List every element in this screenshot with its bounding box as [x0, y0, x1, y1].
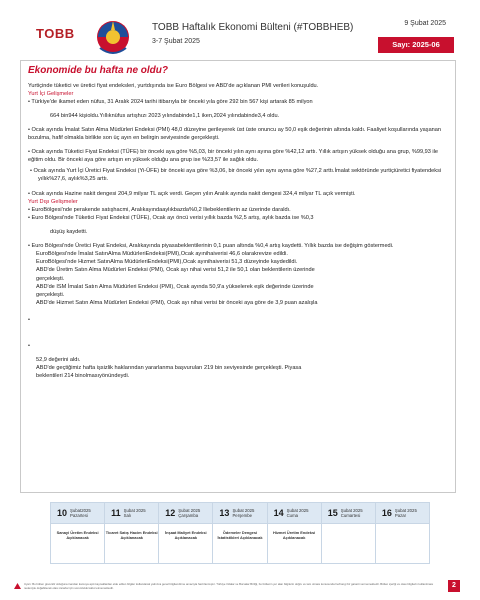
- calendar-day-date: Şubat2025: [70, 507, 91, 513]
- tobb-logo: TOBB: [36, 26, 75, 41]
- calendar-day-number: 10: [57, 508, 68, 518]
- calendar-event: [376, 524, 429, 563]
- domestic-item-treasury: • Ocak ayında Hazine nakit dengesi 204,9 milyar TL açık verdi. Geçen yılın Aralık ayında nakit dengesi 324,4 milyar TL açık vermişti.: [28, 190, 356, 197]
- domestic-item-population: • Türkiye'de ikamet eden nüfus, 31 Aralık 2024 tarihi itibarıyla bir önceki yıla göre 292 bin 567 kişi artarak 85 milyon: [28, 98, 313, 105]
- calendar-event: Hizmet Üretim Endeksi Açıklanacak: [268, 524, 322, 563]
- domestic-heading: Yurt İçi Gelişmeler: [28, 90, 74, 97]
- weekly-calendar: [50, 502, 430, 564]
- foreign-item-cpi: • Euro Bölgesi'nde Tüketici Fiyat Endeksi (TÜFE), Ocak ayı öncü verisi yıllık bazda %2,5 artış, aylık bazda ise %0,3: [28, 214, 314, 221]
- calendar-events: [50, 524, 430, 564]
- foreign-item-jobless: ABD'de geçtiğimiz hafta işsizlik haklarından yararlanma başvuruları 219 bin seviyesinde gerçekleşti. Piyasa: [36, 365, 302, 372]
- calendar-day-date: Şubat 2025: [394, 507, 417, 513]
- warning-icon: [14, 583, 21, 589]
- domestic-item-population-cont: 664 bin944 kişioldu.Yıllıknüfus artışhızı 2023 yılındabinde1,1 iken,2024 yılındabinde3,4 oldu.: [50, 112, 280, 119]
- calendar-day-number: 16: [381, 508, 392, 518]
- tobb-emblem-icon: [90, 18, 136, 56]
- calendar-day-10: [51, 503, 105, 523]
- calendar-day-weekday: Pazartesi: [70, 513, 88, 518]
- calendar-day-16: [376, 503, 429, 523]
- calendar-day-15: [322, 503, 376, 523]
- calendar-day-date: Şubat 2025: [340, 507, 363, 513]
- calendar-day-number: 12: [165, 508, 176, 518]
- bullet-mark: •: [30, 168, 32, 175]
- calendar-day-date: Şubat 2025: [286, 507, 309, 513]
- calendar-day-date: Şubat 2025: [178, 507, 201, 513]
- calendar-day-weekday: Çarşamba: [178, 513, 199, 518]
- issue-badge: Sayı: 2025-06: [378, 37, 454, 53]
- bulletin-date: 9 Şubat 2025: [404, 20, 446, 27]
- calendar-day-weekday: Pazar: [394, 513, 407, 518]
- domestic-item-ppi-text: Ocak ayında Yurt İçi Üretici Fiyat Endeksi (Yi-ÜFE) bir önceki aya göre %3,06, bir önceki yılın aynı ayına göre %27,2 arttı.İmalat sektöründe yurtiçiüretici fiyatendeksi yıllık%27,6, aylık%3,25 arttı.: [33, 168, 442, 183]
- empty-bullet: •: [28, 343, 30, 350]
- page-number: 2: [448, 580, 460, 592]
- calendar-day-12: [159, 503, 213, 523]
- calendar-event: Ödemeler Dengesi İstatistikleri Açıklanacak: [213, 524, 267, 563]
- calendar-event: Ticaret Satış Hacim Endeksi Açıklanacak: [105, 524, 159, 563]
- calendar-day-14: [268, 503, 322, 523]
- foreign-item-us-pmi-cont: gerçekleşti.: [36, 275, 65, 282]
- foreign-item-cpi-cont: düşüş kaydetti.: [50, 229, 88, 236]
- calendar-day-number: 15: [327, 508, 338, 518]
- calendar-day-date: Şubat 2025: [232, 507, 255, 513]
- foreign-heading: Yurt Dışı Gelişmeler: [28, 198, 78, 205]
- foreign-item-mfg-pmi: EuroBölgesi'nde İmalat SatınAlma MüdürleriEndeksi(PMI),Ocak ayınihaiverisi 46,6 olarakrevize edildi.: [36, 251, 288, 258]
- foreign-item-us-svc-cont: 52,9 değerini aldı.: [36, 357, 81, 364]
- calendar-event: Sanayi Üretim Endeksi Açıklanacak: [51, 524, 105, 563]
- bulletin-title: TOBB Haftalık Ekonomi Bülteni (#TOBBHEB): [152, 22, 354, 33]
- foreign-item-ppi: • Euro Bölgesi'nde Üretici Fiyat Endeksi, Aralıkayında piyasabeklentilerinin 0,1 puan altında %0,4 artış kaydetti. Yıllık bazda ise değişim göstermedi.: [28, 243, 394, 250]
- main-content: [28, 64, 448, 380]
- foreign-item-us-pmi: ABD'de Üretim Satın Alma Müdürleri Endeksi (PMI), Ocak ayı nihai verisi 51,2 ile 50,1 olan beklentilerin üzerinde: [36, 267, 315, 274]
- intro-text: Yurtiçinde tüketici ve üretici fiyat endeksleri, yurtdışında ise Euro Bölgesi ve ABD'de açıklanan PMI verileri konuşuldu.: [28, 82, 319, 89]
- foreign-item-ism-cont: gerçekleşti.: [36, 291, 65, 298]
- calendar-day-number: 14: [273, 508, 284, 518]
- foreign-item-svc-pmi: EuroBölgesi'nde Hizmet SatınAlma MüdürleriEndeksi(PMI),Ocak ayınihaiverisi 51,3 düzeyinde kaydedildi.: [36, 259, 298, 266]
- domestic-item-pmi: • Ocak ayında İmalat Satın Alma Müdürleri Endeksi (PMI) 48,0 düzeyine gerileyerek üst üste onuncu ay 50,0 eşik değerinin altında kaldı. Faaliyet koşullarında yaşanan bozulma, hafif olmakla birlikte son üç ayın en belirgin seviyesinde gerçekleşti.: [28, 126, 442, 142]
- foreign-item-us-svc: ABD'de Hizmet Satın Alma Müdürleri Endeksi (PMI), Ocak ayı nihai verisi bir önceki aya göre de 3,9 puan azalışla: [36, 299, 318, 306]
- calendar-day-number: 11: [111, 508, 121, 518]
- section-title: Ekonomide bu hafta ne oldu?: [28, 65, 168, 76]
- calendar-day-weekday: Salı: [123, 513, 132, 518]
- foreign-item-jobless-cont: beklentileri 214 binolmasıyönündeydi.: [36, 373, 130, 380]
- calendar-event: İnşaat Maliyet Endeksi Açıklanacak: [159, 524, 213, 563]
- foreign-item-retail: • EuroBölgesi'nde perakende satışhacmi, Aralıkayındaaylıkbazda%0,2 lliebeklentilerin az üzerinde daraldı.: [28, 206, 291, 213]
- calendar-day-weekday: Perşembe: [232, 513, 253, 518]
- bulletin-week: 3-7 Şubat 2025: [152, 38, 200, 45]
- calendar-day-date: Şubat 2025: [123, 507, 146, 513]
- empty-bullet: •: [28, 317, 30, 324]
- calendar-event: [322, 524, 376, 563]
- domestic-item-ppi: [28, 167, 448, 183]
- domestic-item-cpi: • Ocak ayında Tüketici Fiyat Endeksi (TÜFE) bir önceki aya göre %5,03, bir önceki yılın aynı ayına göre %42,12 arttı. Yıllık artışın yüksek olduğu ana grup, %99,93 ile eğitim oldu. Bir önceki aya göre artışın en yüksek olduğu ana grup ise %23,57 ile sağlık oldu.: [28, 149, 438, 164]
- calendar-day-11: [105, 503, 159, 523]
- bulletin-header: [0, 0, 480, 58]
- calendar-day-weekday: Cuma: [286, 513, 299, 518]
- foreign-item-ism: ABD'de ISM İmalat Satın Alma Müdürleri Endeksi (PMI), Ocak ayında 50,9'a yükselerek eşik değerinde üzerinde: [36, 283, 314, 290]
- calendar-header: [50, 502, 430, 524]
- calendar-day-weekday: Cumartesi: [340, 513, 361, 518]
- calendar-day-number: 13: [219, 508, 230, 518]
- disclaimer-text: Uyarı: Bu bülten güvenilir olduğuna inanılan kamuya açık kaynaklardan elde edilen bilgiler kullanılarak yalnızca genel bilgilendirme amacıyla hazırlanmıştır. Türkiye Odalar ve Borsalar Birliği, bu bültenin yer alan bilgilerin doğru ve tam olması konusunda herhangi bir garanti vermemektedir. Bülten içeriği ve olası bilgilerin kullanılması nedeniyle doğabilecek olası zararlar için sorumluluk kabul etmemektedir.: [24, 582, 434, 590]
- calendar-day-13: [213, 503, 267, 523]
